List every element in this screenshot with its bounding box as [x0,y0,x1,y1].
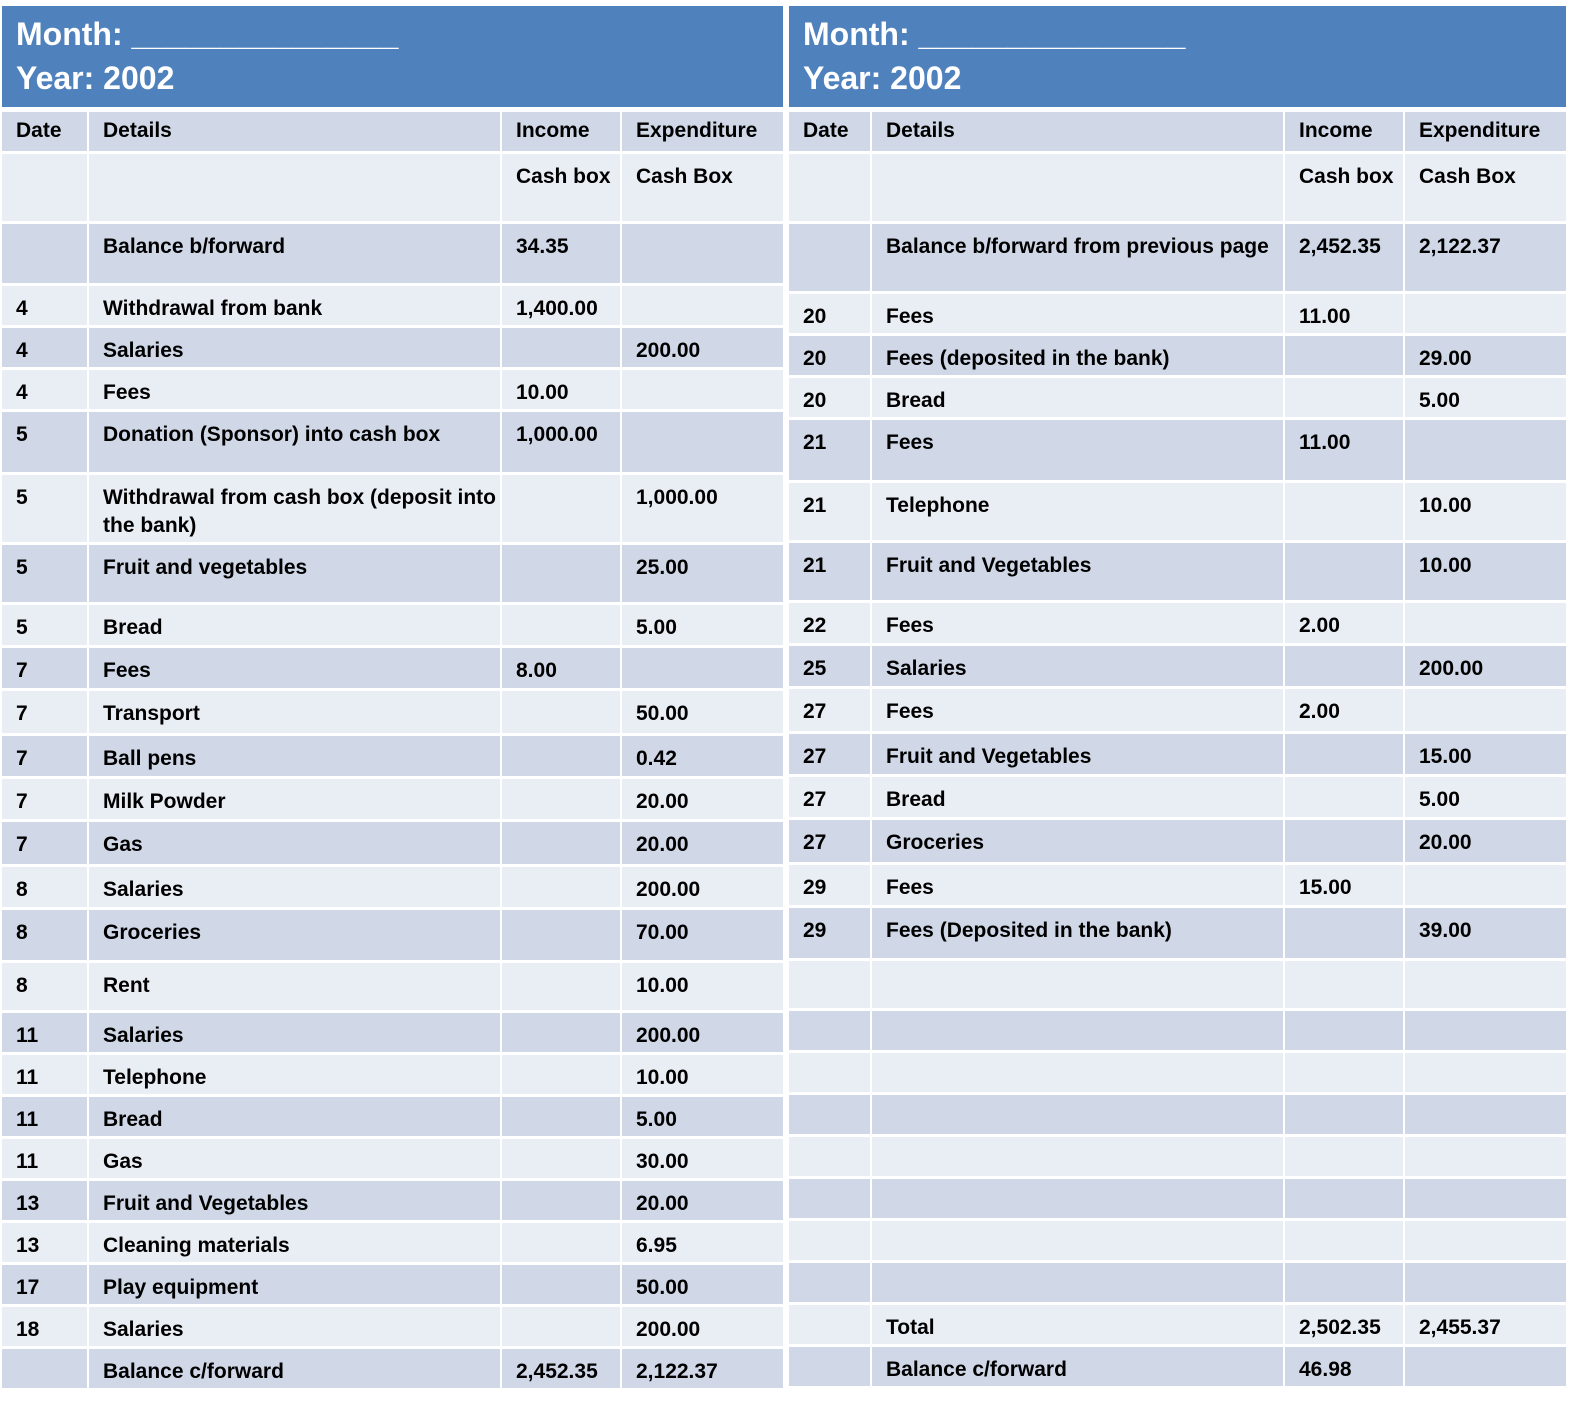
table-row [789,294,1566,336]
right-month-label: Month: _______________ [803,16,1186,52]
table-row [2,867,783,910]
left-cell-details: Bread [89,1097,502,1139]
left-cell-details: Bread [89,605,502,648]
left-cell-expenditure [622,648,783,691]
left-cell-date: 7 [2,691,89,736]
right-column-header-expenditure: Expenditure [1405,112,1566,154]
right-cell-expenditure: 10.00 [1405,543,1566,603]
left-cell-details: Fees [89,370,502,412]
right-cell-income: 2,452.35 [1285,224,1405,294]
right-cell-details: Fees [872,689,1285,734]
left-cell-expenditure: 0.42 [622,736,783,779]
left-cell-income: 1,000.00 [502,412,622,475]
right-cell-expenditure: 39.00 [1405,908,1566,961]
left-cell-expenditure: 50.00 [622,691,783,736]
left-cell-details: Milk Powder [89,779,502,822]
right-cell-details: Total [872,1305,1285,1347]
table-row [2,412,783,475]
right-cell-details: Fees [872,294,1285,336]
right-cell-details: Fruit and Vegetables [872,543,1285,603]
left-column-header-details: Details [89,112,502,154]
right-cell-date [789,1011,872,1053]
right-column-header-row [789,112,1566,154]
table-row [2,475,783,545]
right-cell-date [789,1179,872,1221]
right-cell-date: 27 [789,820,872,865]
right-column-header-details: Details [872,112,1285,154]
right-cell-date: 21 [789,420,872,483]
table-row [789,1179,1566,1221]
left-cell-income [502,779,622,822]
table-row [2,822,783,867]
table-row [789,689,1566,734]
table-row [2,224,783,286]
left-cell-date: 13 [2,1223,89,1265]
table-row [2,1013,783,1055]
left-month-year-header [2,6,783,112]
right-cell-income [1285,543,1405,603]
right-cell-expenditure [1405,1179,1566,1221]
left-cell-expenditure: 50.00 [622,1265,783,1307]
table-row [789,1305,1566,1347]
right-cell-details [872,1137,1285,1179]
left-cell-income [502,963,622,1013]
right-cell-details [872,1263,1285,1305]
table-row [789,820,1566,865]
table-row [2,779,783,822]
right-cell-expenditure [1405,420,1566,483]
left-cell-expenditure: 20.00 [622,779,783,822]
right-cell-income: 2.00 [1285,689,1405,734]
left-cell-details: Fees [89,648,502,691]
right-cell-income [1285,646,1405,689]
cash-book-right-panel [789,6,1566,1389]
left-cell-details: Transport [89,691,502,736]
left-cell-date: 4 [2,370,89,412]
right-cell-date [789,224,872,294]
left-cell-expenditure [622,224,783,286]
right-cell-expenditure: 2,455.37 [1405,1305,1566,1347]
left-cell-date: 18 [2,1307,89,1349]
left-cell-date: 5 [2,605,89,648]
left-cell-details: Salaries [89,328,502,370]
right-cell-income [1285,1095,1405,1137]
right-cell-expenditure: 29.00 [1405,336,1566,378]
left-cell-income [502,1097,622,1139]
right-cell-income [1285,1053,1405,1095]
left-cell-expenditure: 2,122.37 [622,1349,783,1391]
table-row [789,603,1566,646]
right-cell-details [872,1221,1285,1263]
left-cell-income [502,1013,622,1055]
table-row [789,1053,1566,1095]
right-cell-income: 2,502.35 [1285,1305,1405,1347]
left-cell-expenditure: 10.00 [622,963,783,1013]
right-cell-date: 27 [789,734,872,777]
cash-book-left-table [2,6,783,1391]
table-row [789,908,1566,961]
table-row [789,378,1566,420]
right-subheader-details [872,154,1285,224]
right-cell-income [1285,1221,1405,1263]
right-cell-details: Fees [872,420,1285,483]
left-cell-income [502,822,622,867]
table-row [2,1139,783,1181]
left-cell-details: Withdrawal from cash box (deposit into the bank) [89,475,502,545]
left-cell-expenditure: 1,000.00 [622,475,783,545]
left-cell-expenditure [622,370,783,412]
left-subheader-income: Cash box [502,154,622,224]
right-cell-date: 22 [789,603,872,646]
right-cell-details [872,1095,1285,1137]
right-subheader-expenditure: Cash Box [1405,154,1566,224]
right-cell-expenditure [1405,961,1566,1011]
left-cell-income: 34.35 [502,224,622,286]
right-cell-income: 15.00 [1285,865,1405,908]
table-row [789,777,1566,820]
right-cell-date: 20 [789,378,872,420]
left-cell-expenditure: 30.00 [622,1139,783,1181]
left-cell-date: 7 [2,779,89,822]
right-cell-details [872,1053,1285,1095]
left-cell-date: 13 [2,1181,89,1223]
left-cell-income [502,1055,622,1097]
right-cell-expenditure [1405,865,1566,908]
left-cell-income [502,736,622,779]
right-cell-expenditure [1405,1221,1566,1263]
table-row [2,1097,783,1139]
table-row [2,370,783,412]
left-cell-expenditure: 200.00 [622,1307,783,1349]
left-cell-income: 8.00 [502,648,622,691]
table-row [789,1011,1566,1053]
left-cell-details: Balance b/forward [89,224,502,286]
right-cell-expenditure [1405,1347,1566,1389]
table-row [2,691,783,736]
right-cell-expenditure [1405,1011,1566,1053]
right-cell-expenditure: 2,122.37 [1405,224,1566,294]
left-column-header-expenditure: Expenditure [622,112,783,154]
left-cell-date: 4 [2,328,89,370]
table-row [2,963,783,1013]
left-cell-date: 11 [2,1139,89,1181]
left-cell-details: Cleaning materials [89,1223,502,1265]
left-cell-details: Salaries [89,1013,502,1055]
left-cell-details: Groceries [89,910,502,963]
right-cell-income [1285,961,1405,1011]
left-cell-expenditure: 5.00 [622,605,783,648]
table-row [2,1265,783,1307]
right-cell-details: Fees [872,865,1285,908]
right-cell-expenditure [1405,1137,1566,1179]
right-cell-expenditure [1405,294,1566,336]
left-cell-date: 7 [2,736,89,779]
cash-book-right-table [789,6,1566,1389]
table-row [2,1307,783,1349]
table-row [2,736,783,779]
right-cell-details [872,1179,1285,1221]
left-cell-details: Salaries [89,1307,502,1349]
left-cell-income [502,1223,622,1265]
left-cell-date: 11 [2,1013,89,1055]
right-cell-expenditure: 10.00 [1405,483,1566,543]
right-month-year-header [789,6,1566,112]
left-cell-date: 5 [2,412,89,475]
table-row [789,646,1566,689]
table-row [789,734,1566,777]
left-cell-details: Gas [89,822,502,867]
table-row [2,286,783,328]
left-cell-income [502,1265,622,1307]
right-cell-income [1285,1137,1405,1179]
right-cell-expenditure [1405,1053,1566,1095]
left-cell-income [502,1139,622,1181]
right-cell-expenditure [1405,1095,1566,1137]
right-cell-details: Bread [872,777,1285,820]
table-row [789,1347,1566,1389]
right-cell-details: Balance b/forward from previous page [872,224,1285,294]
table-row [2,910,783,963]
right-subheader-income: Cash box [1285,154,1405,224]
left-cell-date: 8 [2,910,89,963]
left-cell-details: Salaries [89,867,502,910]
left-cell-expenditure: 10.00 [622,1055,783,1097]
left-cell-income [502,605,622,648]
left-cell-date: 7 [2,822,89,867]
left-cell-income [502,1307,622,1349]
left-cell-date: 11 [2,1055,89,1097]
left-cell-date: 8 [2,963,89,1013]
right-cell-income: 2.00 [1285,603,1405,646]
left-cell-date: 5 [2,475,89,545]
left-cell-details: Gas [89,1139,502,1181]
left-cell-details: Ball pens [89,736,502,779]
table-row [2,1223,783,1265]
right-cell-date: 27 [789,777,872,820]
left-cell-date: 4 [2,286,89,328]
left-cell-expenditure: 25.00 [622,545,783,605]
right-year-label: Year: 2002 [803,60,962,96]
right-cell-expenditure [1405,689,1566,734]
table-row [2,1181,783,1223]
left-cell-details: Play equipment [89,1265,502,1307]
table-row [789,224,1566,294]
left-cell-details: Donation (Sponsor) into cash box [89,412,502,475]
table-row [789,1137,1566,1179]
left-subheader-row [2,154,783,224]
right-cell-date: 20 [789,294,872,336]
left-cell-expenditure [622,412,783,475]
right-cell-income: 11.00 [1285,294,1405,336]
right-cell-date: 21 [789,543,872,603]
right-cell-date: 29 [789,908,872,961]
right-cell-expenditure: 15.00 [1405,734,1566,777]
right-cell-date [789,1263,872,1305]
right-cell-details: Fees (deposited in the bank) [872,336,1285,378]
left-subheader-details [89,154,502,224]
table-row [789,483,1566,543]
table-row [789,1221,1566,1263]
right-cell-details [872,961,1285,1011]
left-cell-income [502,475,622,545]
right-cell-income [1285,908,1405,961]
left-month-label: Month: _______________ [16,16,399,52]
left-cell-income [502,867,622,910]
table-row [789,961,1566,1011]
left-cell-income: 2,452.35 [502,1349,622,1391]
right-cell-date [789,1137,872,1179]
left-cell-date [2,1349,89,1391]
left-cell-income [502,328,622,370]
right-cell-date [789,1305,872,1347]
table-row [2,648,783,691]
table-row [789,420,1566,483]
left-cell-expenditure: 5.00 [622,1097,783,1139]
right-cell-date [789,1221,872,1263]
left-cell-details: Telephone [89,1055,502,1097]
left-cell-date: 17 [2,1265,89,1307]
right-cell-income [1285,483,1405,543]
right-cell-date [789,961,872,1011]
left-column-header-row [2,112,783,154]
table-row [789,336,1566,378]
right-cell-income [1285,378,1405,420]
left-cell-expenditure: 200.00 [622,328,783,370]
right-cell-income: 11.00 [1285,420,1405,483]
right-cell-details: Fees [872,603,1285,646]
left-cell-income: 1,400.00 [502,286,622,328]
left-cell-details: Rent [89,963,502,1013]
left-cell-date: 11 [2,1097,89,1139]
left-year-label: Year: 2002 [16,60,175,96]
cash-book-left-panel [2,6,783,1391]
right-cell-details: Bread [872,378,1285,420]
right-cell-expenditure: 200.00 [1405,646,1566,689]
right-cell-date: 20 [789,336,872,378]
left-column-header-income: Income [502,112,622,154]
right-subheader-row [789,154,1566,224]
right-column-header-income: Income [1285,112,1405,154]
right-cell-expenditure: 20.00 [1405,820,1566,865]
left-cell-expenditure: 20.00 [622,1181,783,1223]
right-cell-date: 27 [789,689,872,734]
right-cell-date [789,1053,872,1095]
right-cell-expenditure [1405,603,1566,646]
right-cell-date: 25 [789,646,872,689]
right-column-header-date: Date [789,112,872,154]
right-cell-income [1285,1011,1405,1053]
right-cell-details: Fees (Deposited in the bank) [872,908,1285,961]
right-cell-income [1285,336,1405,378]
table-row [2,1055,783,1097]
table-row [2,545,783,605]
left-cell-details: Fruit and vegetables [89,545,502,605]
table-row [2,1349,783,1391]
left-column-header-date: Date [2,112,89,154]
left-cell-date: 7 [2,648,89,691]
left-cell-income [502,910,622,963]
table-row [789,543,1566,603]
right-cell-income [1285,777,1405,820]
right-cell-expenditure [1405,1263,1566,1305]
left-cell-income [502,1181,622,1223]
left-cell-expenditure: 20.00 [622,822,783,867]
right-cell-date: 29 [789,865,872,908]
left-cell-date: 5 [2,545,89,605]
left-cell-expenditure: 70.00 [622,910,783,963]
right-cell-income [1285,820,1405,865]
table-row [2,328,783,370]
right-cell-expenditure: 5.00 [1405,378,1566,420]
table-row [789,1263,1566,1305]
left-cell-date: 8 [2,867,89,910]
left-cell-income [502,545,622,605]
right-cell-income [1285,734,1405,777]
right-cell-date: 21 [789,483,872,543]
right-cell-income [1285,1179,1405,1221]
left-cell-details: Fruit and Vegetables [89,1181,502,1223]
right-cell-details: Telephone [872,483,1285,543]
left-cell-date [2,224,89,286]
right-cell-date [789,1095,872,1137]
right-cell-details: Groceries [872,820,1285,865]
right-subheader-date [789,154,872,224]
left-cell-details: Balance c/forward [89,1349,502,1391]
right-cell-details: Salaries [872,646,1285,689]
left-subheader-expenditure: Cash Box [622,154,783,224]
right-cell-income [1285,1263,1405,1305]
right-cell-details: Fruit and Vegetables [872,734,1285,777]
left-cell-details: Withdrawal from bank [89,286,502,328]
right-cell-expenditure: 5.00 [1405,777,1566,820]
left-cell-expenditure: 200.00 [622,867,783,910]
right-cell-date [789,1347,872,1389]
left-subheader-date [2,154,89,224]
table-row [789,1095,1566,1137]
left-cell-income [502,691,622,736]
table-row [2,605,783,648]
left-cell-expenditure [622,286,783,328]
right-cell-income: 46.98 [1285,1347,1405,1389]
left-cell-expenditure: 6.95 [622,1223,783,1265]
left-cell-income: 10.00 [502,370,622,412]
table-row [789,865,1566,908]
right-cell-details: Balance c/forward [872,1347,1285,1389]
right-cell-details [872,1011,1285,1053]
left-cell-expenditure: 200.00 [622,1013,783,1055]
